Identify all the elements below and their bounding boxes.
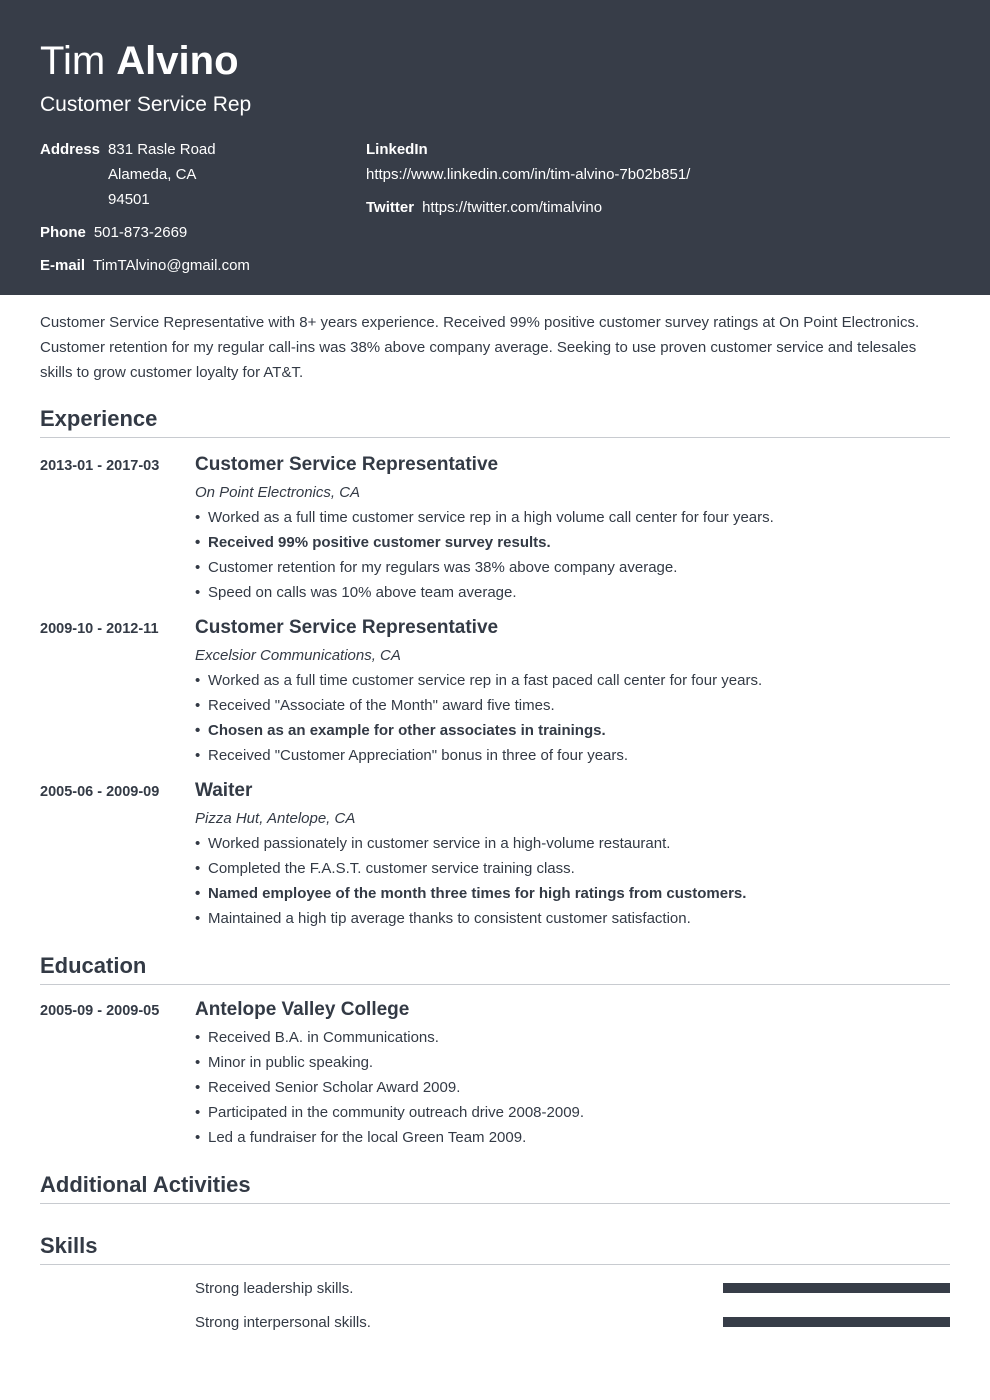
linkedin-label: LinkedIn bbox=[366, 141, 428, 158]
job-details bbox=[195, 615, 950, 768]
job-entry bbox=[40, 615, 950, 768]
job-company: On Point Electronics, CA bbox=[195, 484, 361, 501]
bullet-item: • Received Senior Scholar Award 2009. bbox=[195, 1075, 950, 1100]
address-label: Address bbox=[40, 141, 101, 158]
job-company: Excelsior Communications, CA bbox=[195, 647, 401, 664]
job-entry bbox=[40, 778, 950, 931]
bullet-item: • Speed on calls was 10% above team average. bbox=[195, 580, 950, 605]
job-title: Customer Service Representative bbox=[195, 454, 499, 475]
twitter-link[interactable]: https://twitter.com/timalvino bbox=[422, 199, 603, 216]
skills-list bbox=[40, 1271, 950, 1339]
job-details bbox=[195, 452, 950, 605]
bullet-item: • Received "Customer Appreciation" bonus in three of four years. bbox=[195, 743, 950, 768]
skill-level-bar bbox=[723, 1283, 950, 1293]
skill-item bbox=[40, 1271, 950, 1305]
bullet-item: • Worked as a full time customer service rep in a high volume call center for four years. bbox=[195, 505, 950, 530]
address-row bbox=[40, 137, 366, 212]
email-value[interactable]: TimTAlvino@gmail.com bbox=[93, 257, 250, 274]
bullet-item: • Received 99% positive customer survey results. bbox=[195, 530, 950, 555]
phone-row bbox=[40, 220, 366, 245]
address-line: Alameda, CA bbox=[108, 166, 197, 183]
skill-name: Strong interpersonal skills. bbox=[195, 1313, 371, 1331]
email-row bbox=[40, 253, 366, 278]
contact-column-right bbox=[366, 137, 690, 286]
job-dates: 2013-01 - 2017-03 bbox=[40, 458, 160, 474]
bullet-item: • Worked as a full time customer service rep in a fast paced call center for four years. bbox=[195, 668, 950, 693]
education-title: Education bbox=[40, 952, 950, 985]
phone-label: Phone bbox=[40, 224, 86, 241]
skill-level-bar bbox=[723, 1317, 950, 1327]
job-details bbox=[195, 778, 950, 931]
education-dates: 2005-09 - 2009-05 bbox=[40, 1003, 160, 1019]
job-dates: 2005-06 - 2009-09 bbox=[40, 784, 160, 800]
linkedin-row bbox=[366, 162, 690, 187]
summary: Customer Service Representative with 8+ years experience. Received 99% positive customer survey ratings at On Point Electronics. Customer retention for my regular call-ins was 38% above company average. Seeking to use proven customer service and telesales skills to grow customer loyalty for AT&T. bbox=[40, 314, 920, 381]
linkedin-label-row bbox=[366, 137, 690, 162]
education-bullets bbox=[195, 1025, 950, 1150]
job-company: Pizza Hut, Antelope, CA bbox=[195, 810, 356, 827]
education-entry bbox=[40, 997, 950, 1150]
twitter-label: Twitter bbox=[366, 199, 415, 216]
bullet-item: • Received B.A. in Communications. bbox=[195, 1025, 950, 1050]
bullet-item: • Worked passionately in customer service in a high-volume restaurant. bbox=[195, 831, 950, 856]
job-dates: 2009-10 - 2012-11 bbox=[40, 621, 159, 637]
education-details bbox=[195, 997, 950, 1150]
bullet-item: • Customer retention for my regulars was 38% above company average. bbox=[195, 555, 950, 580]
job-title: Customer Service Representative bbox=[195, 617, 499, 638]
phone-value: 501-873-2669 bbox=[93, 224, 188, 241]
skills-title: Skills bbox=[40, 1232, 950, 1265]
resume-body bbox=[0, 310, 990, 1339]
bullet-item: • Maintained a high tip average thanks to consistent customer satisfaction. bbox=[195, 906, 950, 931]
skill-level-fill bbox=[723, 1317, 950, 1327]
address-line: 94501 bbox=[108, 191, 150, 208]
email-label: E-mail bbox=[40, 257, 86, 274]
address-value bbox=[108, 137, 216, 212]
candidate-name: Tim Alvino bbox=[40, 39, 239, 83]
twitter-row bbox=[366, 195, 690, 220]
address-line: 831 Rasle Road bbox=[108, 141, 216, 158]
resume-header bbox=[0, 0, 990, 295]
job-entry bbox=[40, 452, 950, 605]
skill-item bbox=[40, 1305, 950, 1339]
skill-name: Strong leadership skills. bbox=[195, 1279, 354, 1297]
job-bullets bbox=[195, 505, 950, 605]
contact-info bbox=[40, 137, 950, 286]
bullet-item: • Completed the F.A.S.T. customer service training class. bbox=[195, 856, 950, 881]
bullet-item: • Minor in public speaking. bbox=[195, 1050, 950, 1075]
job-bullets bbox=[195, 831, 950, 931]
candidate-role: Customer Service Rep bbox=[40, 93, 252, 116]
bullet-item: • Led a fundraiser for the local Green Team 2009. bbox=[195, 1125, 950, 1150]
skill-level-fill bbox=[723, 1283, 950, 1293]
bullet-item: • Chosen as an example for other associates in trainings. bbox=[195, 718, 950, 743]
job-title: Waiter bbox=[195, 780, 253, 801]
experience-title: Experience bbox=[40, 405, 950, 438]
bullet-item: • Named employee of the month three times for high ratings from customers. bbox=[195, 881, 950, 906]
bullet-item: • Participated in the community outreach drive 2008-2009. bbox=[195, 1100, 950, 1125]
school-name: Antelope Valley College bbox=[195, 999, 410, 1020]
linkedin-link[interactable]: https://www.linkedin.com/in/tim-alvino-7b02b851/ bbox=[366, 166, 691, 183]
contact-column-left bbox=[40, 137, 366, 286]
activities-title: Additional Activities bbox=[40, 1171, 950, 1204]
job-bullets bbox=[195, 668, 950, 768]
bullet-item: • Received "Associate of the Month" award five times. bbox=[195, 693, 950, 718]
